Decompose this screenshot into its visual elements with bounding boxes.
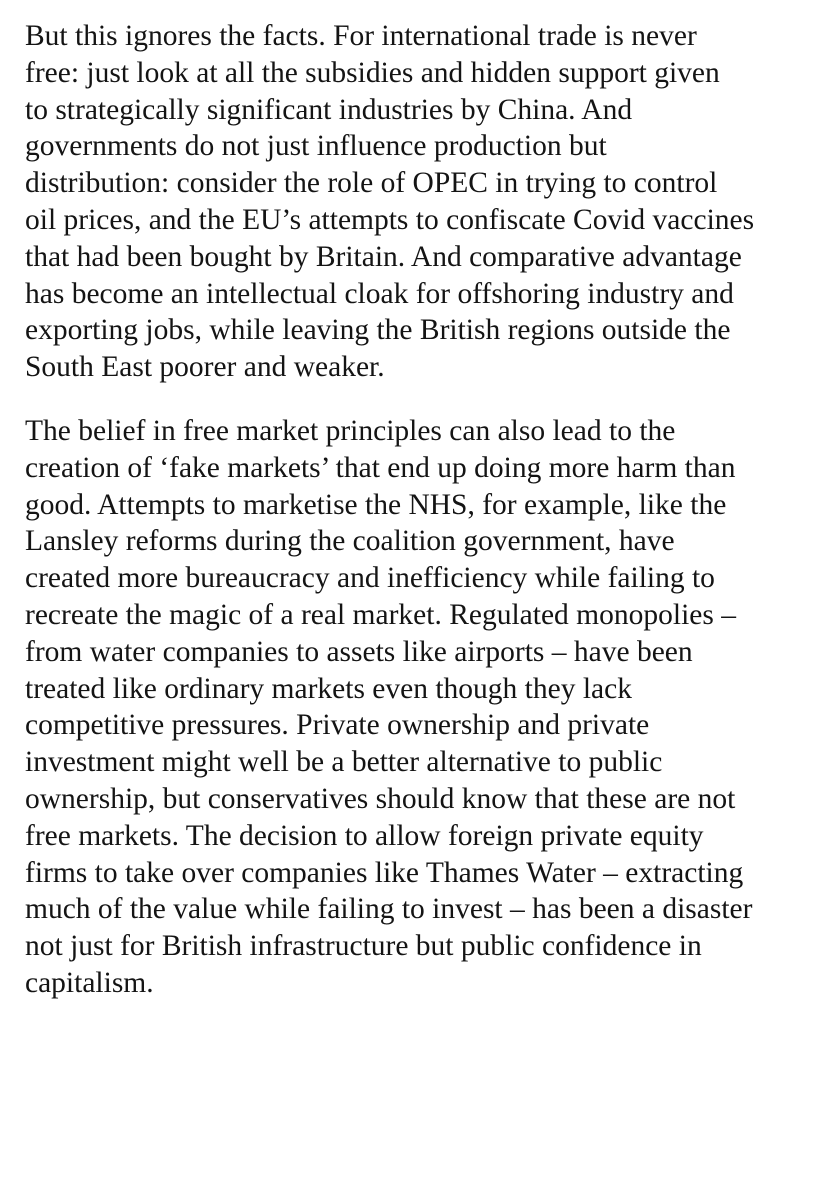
text-line: Lansley reforms during the coalition government, have xyxy=(25,525,675,558)
text-line: South East poorer and weaker. xyxy=(25,351,385,384)
paragraph-1 xyxy=(25,18,805,386)
paragraph-2 xyxy=(25,413,805,1002)
text-line: not just for British infrastructure but public confidence in xyxy=(25,930,702,963)
text-line: from water companies to assets like airports – have been xyxy=(25,635,693,668)
text-line: competitive pressures. Private ownership and private xyxy=(25,709,650,742)
text-line: to strategically significant industries by China. And xyxy=(25,93,633,126)
text-line: capitalism. xyxy=(25,966,154,999)
text-line: oil prices, and the EU’s attempts to confiscate Covid vaccines xyxy=(25,203,755,236)
text-line: good. Attempts to marketise the NHS, for example, like the xyxy=(25,488,727,521)
text-line: free: just look at all the subsidies and hidden support given xyxy=(25,56,720,89)
text-line: ownership, but conservatives should know that these are not xyxy=(25,782,736,815)
text-line: created more bureaucracy and inefficiency while failing to xyxy=(25,562,715,595)
text-line: recreate the magic of a real market. Regulated monopolies – xyxy=(25,598,736,631)
text-line: firms to take over companies like Thames Water – extracting xyxy=(25,856,744,889)
text-line: creation of ‘fake markets’ that end up doing more harm than xyxy=(25,451,736,484)
text-line: investment might well be a better alternative to public xyxy=(25,746,663,779)
text-line: treated like ordinary markets even though they lack xyxy=(25,672,632,705)
text-line: The belief in free market principles can also lead to the xyxy=(25,414,676,447)
text-line: has become an intellectual cloak for offshoring industry and xyxy=(25,277,734,310)
text-line: distribution: consider the role of OPEC in trying to control xyxy=(25,167,718,200)
text-line: much of the value while failing to invest – has been a disaster xyxy=(25,893,753,926)
text-line: But this ignores the facts. For international trade is never xyxy=(25,20,697,52)
text-line: free markets. The decision to allow foreign private equity xyxy=(25,819,704,852)
text-line: that had been bought by Britain. And comparative advantage xyxy=(25,240,742,273)
text-line: exporting jobs, while leaving the British regions outside the xyxy=(25,314,731,347)
article-body xyxy=(25,18,805,1002)
text-line: governments do not just influence production but xyxy=(25,130,607,163)
